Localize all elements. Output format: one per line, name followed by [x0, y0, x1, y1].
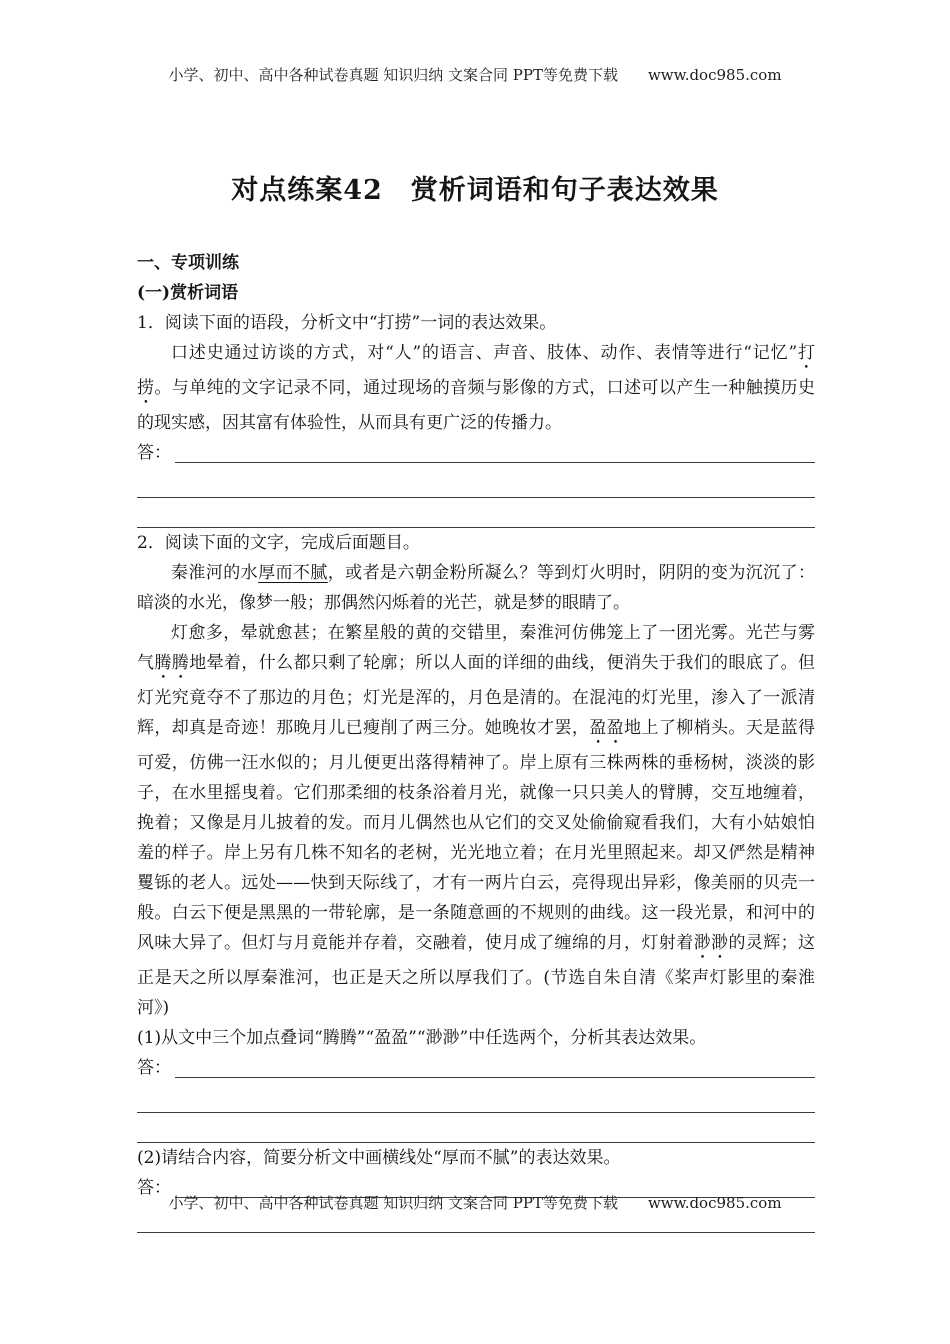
- question1-prompt: 1．阅读下面的语段，分析文中“打捞”一词的表达效果。: [137, 313, 557, 333]
- q2-para2-dotted-word-tengteng: 腾腾: [154, 653, 190, 673]
- answer-blank-line: [137, 468, 815, 498]
- answer-area-q1: [137, 438, 815, 528]
- answer-blank-line: [137, 1113, 815, 1143]
- answer-blank-line: [175, 433, 815, 463]
- question2-sub1-prompt: (1)从文中三个加点叠词“腾腾”“盈盈”“渺渺”中任选两个，分析其表达效果。: [137, 1028, 707, 1048]
- q2-para2-dotted-word-miaomiao: 渺渺: [693, 933, 729, 953]
- question2-sub2-prompt: (2)请结合内容，简要分析文中画横线处“厚而不腻”的表达效果。: [137, 1148, 621, 1168]
- question2-prompt: 2．阅读下面的文字，完成后面题目。: [137, 533, 420, 553]
- q1-passage-post: 。与单纯的文字记录不同，通过现场的音频与影像的方式，口述可以产生一种触摸历史的现实感，因其富有体验性，从而具有更广泛的传播力。: [137, 378, 816, 433]
- answer-row: [137, 438, 815, 468]
- answer-row: [137, 1053, 815, 1083]
- q2-para1-underlined-phrase: 厚而不腻: [258, 563, 328, 583]
- answer-blank-line: [137, 498, 815, 528]
- q2-para1-post: ，或者是六朝金粉所凝么？等到灯火明时，阴阴的变为沉沉了：暗淡的水光，像梦一般；那偶然闪烁着的光芒，就是梦的眼睛了。: [137, 563, 816, 613]
- q2-para2-part2: 地晕着，什么都只剩了轮廓；所以人面的详细的曲线，便消失于我们的眼底了。但灯光究竟夺不了那边的月色；灯光是浑的，月色是清的。在混沌的灯光里，渗入了一派清辉，却真是奇迹！那晚月儿已瘦削了两三分。她晚妆才罢，: [137, 653, 816, 738]
- page-header: [0, 64, 950, 85]
- question1-passage: [137, 338, 815, 438]
- q2-para2-part3: 地上了柳梢头。天是蓝得可爱，仿佛一汪水似的；月儿便更出落得精神了。岸上原有三株两株的垂杨树，淡淡的影子，在水里摇曳着。它们那柔细的枝条浴着月光，就像一只只美人的臂膊，交互地缠着，挽着；又像是月儿披着的发。而月儿偶然也从它们的交叉处偷偷窥看我们，大有小姑娘怕羞的样子。岸上另有几株不知名的老树，光光地立着；在月光里照起来。却又俨然是精神矍铄的老人。远处——快到天际线了，才有一两片白云，亮得现出异彩，像美丽的贝壳一般。白云下便是黑黑的一带轮廓，是一条随意画的不规则的曲线。这一段光景，和河中的风味大异了。但灯与月竟能并存着，交融着，使月成了缠绵的月，灯射着: [137, 718, 816, 953]
- header-promo-text: 小学、初中、高中各种试卷真题 知识归纳 文案合同 PPT等免费下载: [168, 66, 618, 84]
- answer-label: 答：: [137, 1058, 171, 1078]
- answer-label: 答：: [137, 1178, 171, 1198]
- answer-area-q2-sub1: [137, 1053, 815, 1143]
- answer-blank-line: [175, 1048, 815, 1078]
- page-title: 对点练案42 赏析词语和句子表达效果: [231, 175, 719, 206]
- page-footer: [0, 1192, 950, 1213]
- document-body: [137, 248, 815, 1233]
- q2-para1-pre: 秦淮河的水: [171, 563, 259, 583]
- header-site-url-link[interactable]: www.doc985.com: [647, 66, 782, 84]
- question2-passage-para1: [137, 558, 815, 618]
- q2-para2-part1: 灯愈多，晕就愈甚；在繁星般的黄的交错里，秦淮河仿佛笼上了一团光雾。光芒与雾气: [137, 623, 815, 673]
- q2-para2-dotted-word-yingying: 盈盈: [589, 718, 625, 738]
- footer-promo-text: 小学、初中、高中各种试卷真题 知识归纳 文案合同 PPT等免费下载: [168, 1194, 618, 1212]
- q2-para2-part4: 的灵辉；这正是天之所以厚秦淮河，也正是天之所以厚我们了。(节选自朱自清《桨声灯影里的秦淮河》): [137, 933, 816, 1018]
- answer-blank-line: [137, 1083, 815, 1113]
- q1-passage-dotted-word: 打捞: [137, 343, 816, 398]
- section-heading: 一、专项训练: [137, 253, 239, 273]
- footer-site-url-link[interactable]: www.doc985.com: [647, 1194, 782, 1212]
- q1-passage-pre: 口述史通过访谈的方式，对“人”的语言、声音、肢体、动作、表情等进行“记忆”: [171, 343, 798, 363]
- section-subheading: (一)赏析词语: [137, 283, 239, 303]
- question2-passage-para2: [137, 618, 815, 1023]
- answer-label: 答：: [137, 443, 171, 463]
